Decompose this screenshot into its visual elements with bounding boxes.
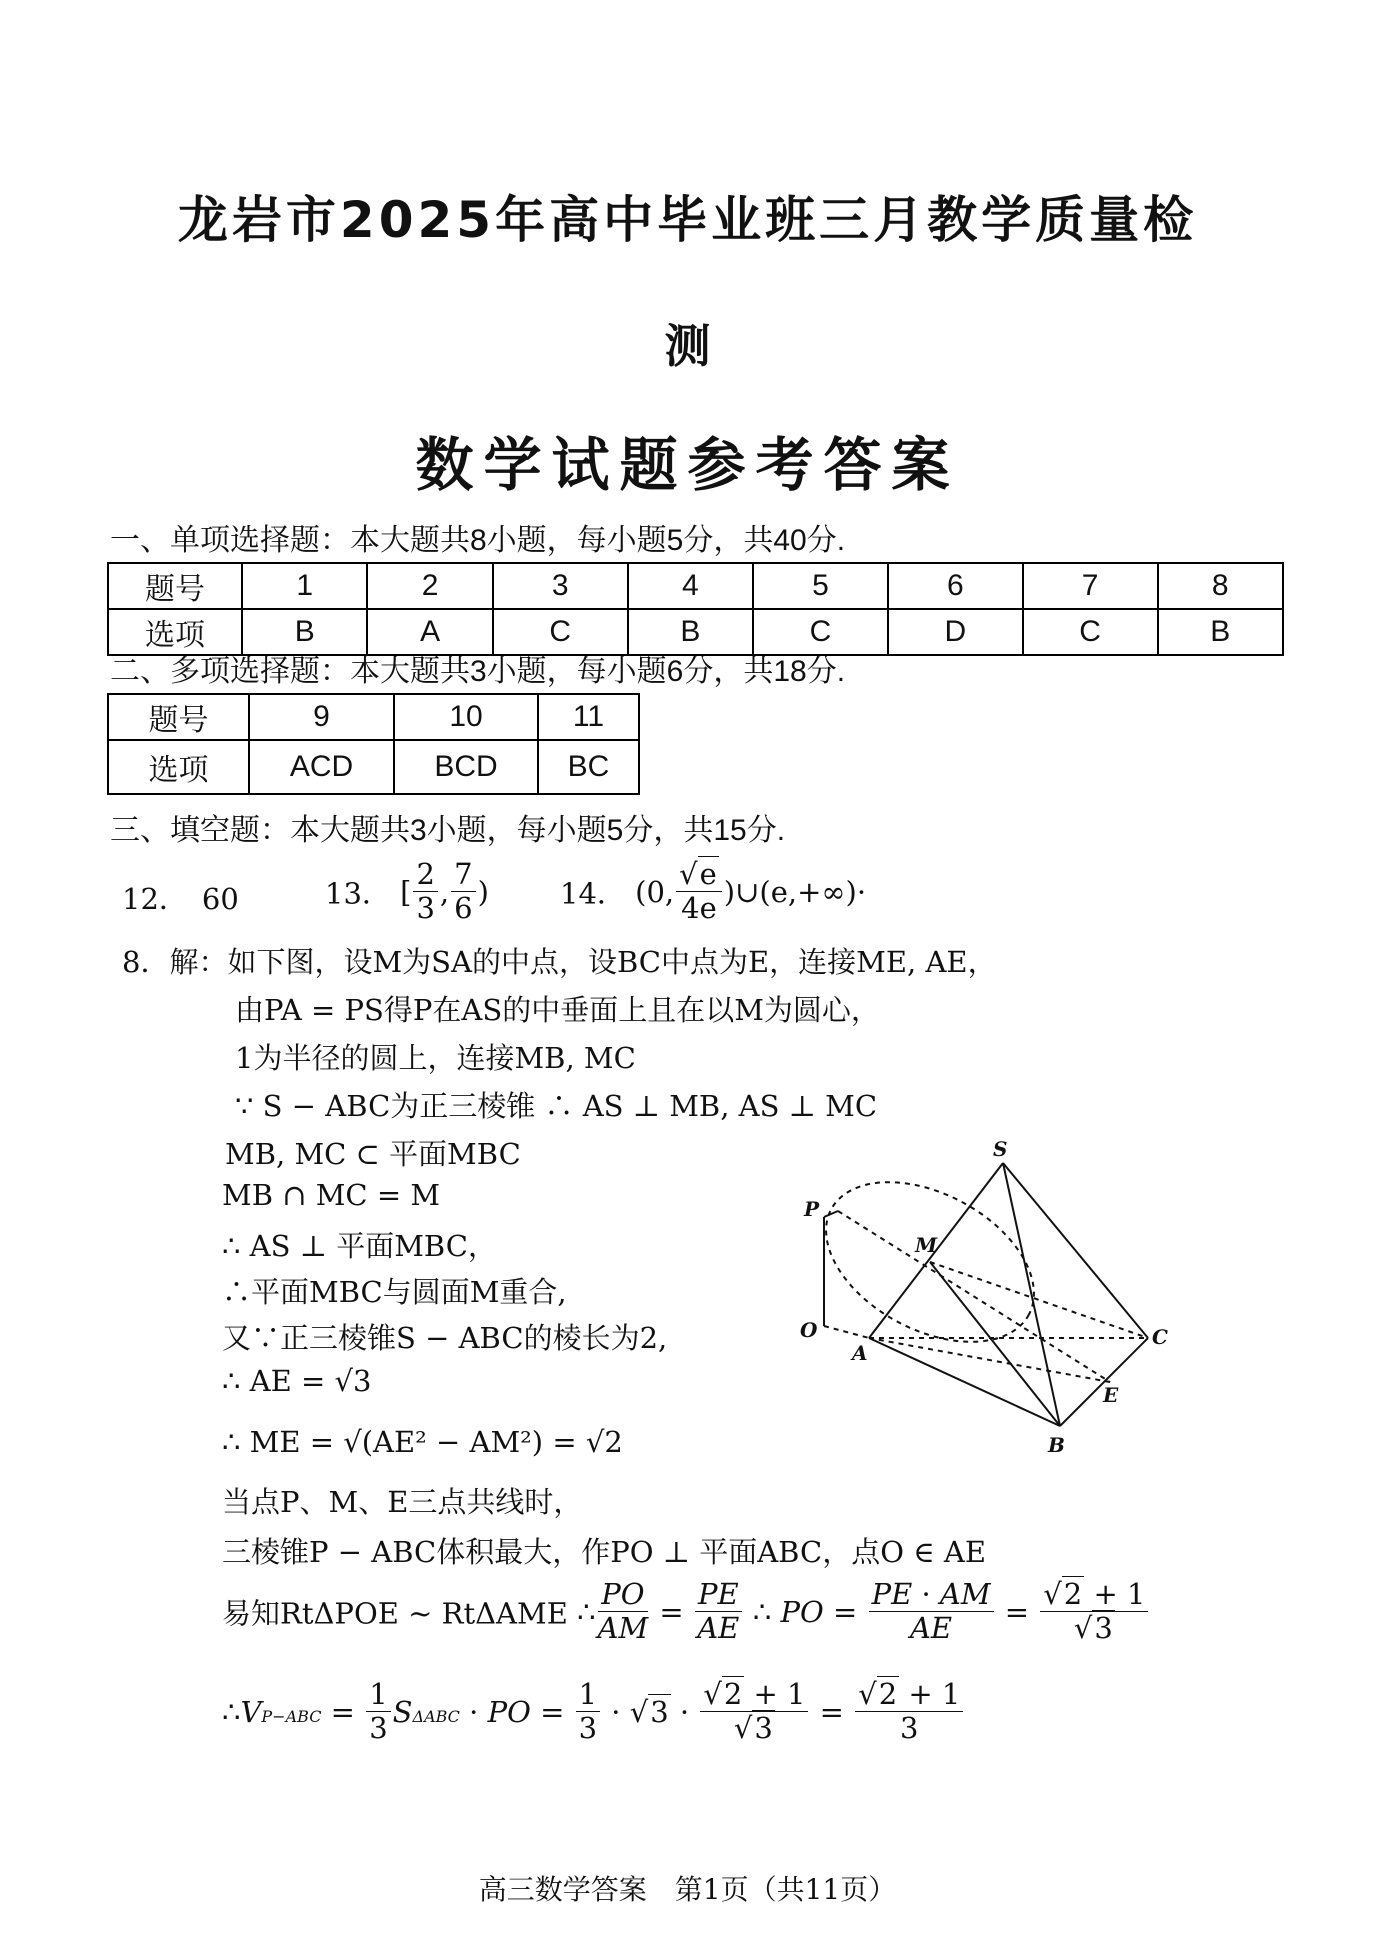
solution-line: 又∵正三棱锥S − ABC的棱长为2, <box>222 1321 668 1355</box>
label-s: S <box>993 1140 1008 1161</box>
page-subtitle: 数学试题参考答案 <box>415 431 960 499</box>
section3-heading: 三、填空题：本大题共3小题，每小题5分，共15分. <box>110 814 786 847</box>
table-cell: 1 <box>242 563 367 609</box>
table-cell: 10 <box>394 694 538 740</box>
answer-12 <box>122 877 239 918</box>
label-m: M <box>915 1233 938 1257</box>
solution-line: ∴ AE = √3 <box>222 1364 372 1398</box>
answer-12-label: 12． <box>122 882 188 916</box>
solution-line: 1为半径的圆上，连接MB, MC <box>235 1041 636 1075</box>
label-c: C <box>1152 1325 1168 1349</box>
table-cell: 题号 <box>108 694 249 740</box>
table-cell: 9 <box>249 694 394 740</box>
table-cell: 题号 <box>108 563 242 609</box>
answer-12-value: 60 <box>201 882 239 916</box>
solution-line: ∴平面MBC与圆面M重合, <box>222 1275 567 1309</box>
section2-table <box>107 693 640 795</box>
table-cell: C <box>1023 609 1158 655</box>
answer-13-label: 13． <box>325 876 391 911</box>
table-row <box>108 694 639 740</box>
label-p: P <box>804 1197 820 1221</box>
solution-line: MB ∩ MC = M <box>222 1178 441 1212</box>
answer-14-label: 14． <box>560 876 626 911</box>
table-row <box>108 740 639 794</box>
table-cell: B <box>242 609 367 655</box>
label-a: A <box>852 1341 868 1365</box>
table-cell: 4 <box>628 563 753 609</box>
solution-line: 8．解：如下图，设M为SA的中点，设BC中点为E，连接ME, AE， <box>122 945 997 979</box>
table-cell: C <box>493 609 628 655</box>
answer-14: 14． (0, $\frac{√e}{4e}$ )∪(e,+∞)· <box>560 857 867 926</box>
table-cell: 3 <box>493 563 628 609</box>
table-cell: 8 <box>1158 563 1283 609</box>
section2-heading: 二、多项选择题：本大题共3小题，每小题6分，共18分. <box>110 655 846 688</box>
table-cell: 5 <box>753 563 888 609</box>
table-cell: 11 <box>538 694 639 740</box>
table-cell: ACD <box>249 740 394 794</box>
solution-line-similar: 易知RtΔPOE ~ RtΔAME ∴ $\frac{PO}{AM}$ = $\frac{PE}{AE}$ ∴ PO = $\frac{PE \cdot AM}{AE}$ = $\frac{√2 + 1}{√3}$ <box>222 1578 1150 1646</box>
label-b: B <box>1048 1433 1065 1457</box>
table-cell: 2 <box>367 563 492 609</box>
table-cell: 7 <box>1023 563 1158 609</box>
page-title-continuation: 测 <box>664 319 711 373</box>
solution-line: ∵ S − ABC为正三棱锥 ∴ AS ⊥ MB, AS ⊥ MC <box>235 1089 878 1123</box>
solution-line: MB, MC ⊂ 平面MBC <box>225 1137 521 1171</box>
table-cell: 选项 <box>108 609 242 655</box>
pyramid-figure <box>785 1140 1180 1460</box>
solution-line: 当点P、M、E三点共线时， <box>222 1485 583 1519</box>
page-footer: 高三数学答案 第1页（共11页） <box>478 1873 897 1906</box>
table-cell: B <box>1158 609 1283 655</box>
table-cell: D <box>888 609 1023 655</box>
section1-table <box>107 562 1284 656</box>
section1-heading: 一、单项选择题：本大题共8小题，每小题5分，共40分. <box>110 524 846 557</box>
label-o: O <box>800 1318 818 1342</box>
table-cell: B <box>628 609 753 655</box>
table-cell: BCD <box>394 740 538 794</box>
solution-line: 三棱锥P − ABC体积最大，作PO ⊥ 平面ABC，点O ∈ AE <box>222 1535 986 1569</box>
solution-line: 由PA = PS得P在AS的中垂面上且在以M为圆心， <box>235 993 880 1027</box>
table-row <box>108 563 1283 609</box>
table-cell: C <box>753 609 888 655</box>
answer-13: 13． [ $\frac{2}{3}$ , $\frac{7}{6}$ ) <box>325 857 489 926</box>
table-cell: A <box>367 609 492 655</box>
solution-line: ∴ AS ⊥ 平面MBC， <box>222 1229 497 1263</box>
solution-line-volume: ∴VP−ABC = $\frac{1}{3}$ SΔABC · PO = $\frac{1}{3}$ · √3 · $\frac{√2 + 1}{√3}$ = $\frac{√2 + 1}{3}$ <box>222 1678 965 1746</box>
table-cell: 6 <box>888 563 1023 609</box>
solution-line: ∴ ME = √(AE² − AM²) = √2 <box>222 1425 623 1459</box>
table-cell: BC <box>538 740 639 794</box>
table-cell: 选项 <box>108 740 249 794</box>
label-e: E <box>1103 1383 1119 1407</box>
page-title: 龙岩市2025年高中毕业班三月教学质量检 <box>177 191 1198 249</box>
